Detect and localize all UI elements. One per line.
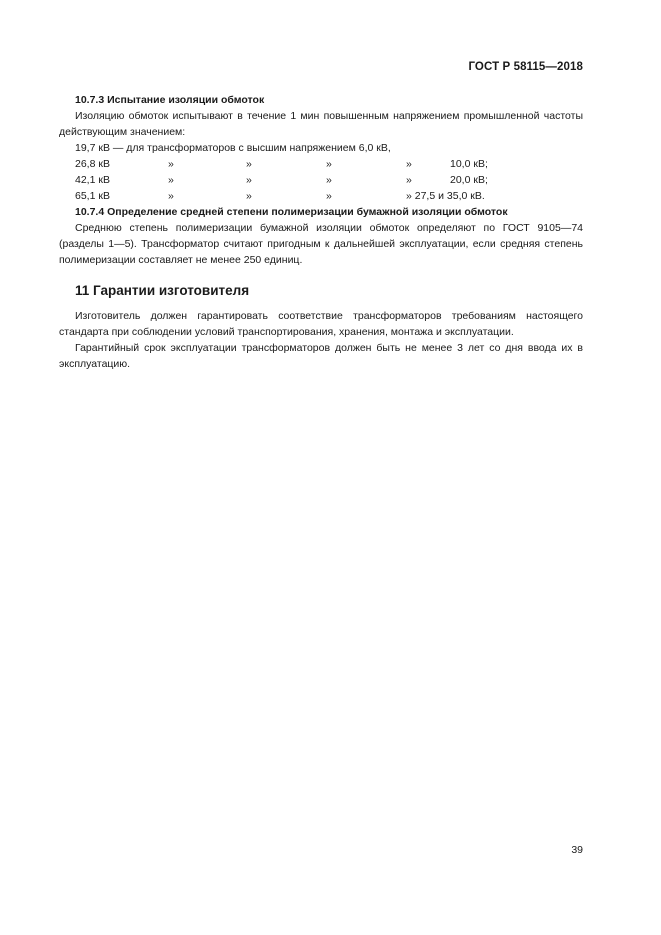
paragraph-warranty-compliance: Изготовитель должен гарантировать соответствие трансформаторов требованиям настоящего стандарта при соблюдении условий транспортирования, хранения, монтажа и эксплуатации.: [59, 310, 583, 338]
voltage-row-27-35kv: [75, 188, 583, 204]
ditto-mark: »: [246, 190, 252, 202]
subsection-title-10-7-4: 10.7.4 Определение средней степени полимеризации бумажной изоляции обмоток: [75, 206, 508, 218]
test-voltage: 42,1 кВ: [75, 174, 110, 186]
section-title-11: 11 Гарантии изготовителя: [75, 283, 250, 298]
test-voltage: 65,1 кВ: [75, 190, 110, 202]
voltage-row-20kv: [75, 172, 583, 188]
test-voltage: 26,8 кВ: [75, 158, 110, 170]
voltage-line-6kv: 19,7 кВ — для трансформаторов с высшим напряжением 6,0 кВ,: [75, 142, 391, 154]
ditto-mark: »: [246, 174, 252, 186]
rated-voltage: » 27,5 и 35,0 кВ.: [406, 190, 485, 202]
ditto-mark: »: [326, 158, 332, 170]
rated-voltage: 20,0 кВ;: [450, 174, 488, 186]
paragraph-insulation-test: Изоляцию обмоток испытывают в течение 1 мин повышенным напряжением промышленной частоты действующим значением:: [59, 110, 583, 138]
document-code-header: ГОСТ Р 58115—2018: [468, 61, 583, 73]
ditto-mark: »: [168, 174, 174, 186]
paragraph-warranty-period: Гарантийный срок эксплуатации трансформаторов должен быть не менее 3 лет со дня ввода их в эксплуатацию.: [59, 342, 583, 370]
ditto-mark: »: [168, 190, 174, 202]
document-body: [59, 92, 583, 372]
rated-voltage: 10,0 кВ;: [450, 158, 488, 170]
ditto-mark: »: [406, 158, 412, 170]
page-number: 39: [571, 844, 583, 856]
ditto-mark: »: [326, 174, 332, 186]
subsection-title-10-7-3: 10.7.3 Испытание изоляции обмоток: [75, 94, 265, 106]
voltage-row-10kv: [75, 156, 583, 172]
ditto-mark: »: [406, 174, 412, 186]
paragraph-polymerization: Среднюю степень полимеризации бумажной изоляции обмоток определяют по ГОСТ 9105—74 (разделы 1—5). Трансформатор считают пригодным к дальнейшей эксплуатации, если средняя степень полимеризации составляет не менее 250 единиц.: [59, 222, 583, 266]
ditto-mark: »: [168, 158, 174, 170]
ditto-mark: »: [246, 158, 252, 170]
ditto-mark: »: [326, 190, 332, 202]
